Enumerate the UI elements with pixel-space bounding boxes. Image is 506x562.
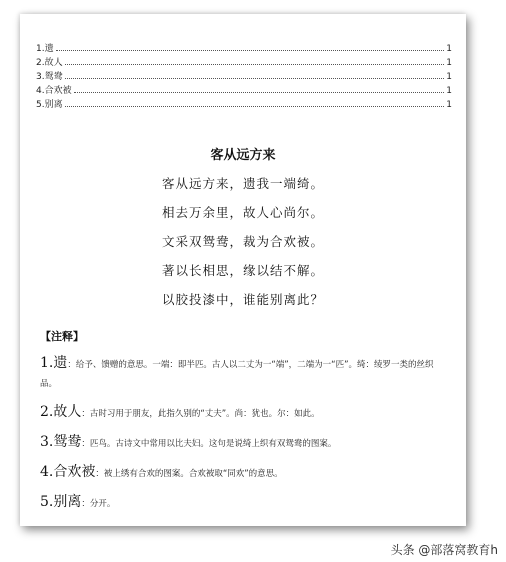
toc-entry[interactable] [36,96,452,110]
toc-entry-page: 1 [446,86,452,96]
document-page [20,14,466,526]
note-separator: ： [81,409,90,419]
toc-entry-page: 1 [446,58,452,68]
note-item [40,403,450,424]
note-item [40,493,450,514]
toc-entry-page: 1 [446,72,452,82]
note-body: 分开。 [89,499,116,509]
note-item [40,463,450,484]
note-term: 3.鸳鸯 [40,434,82,450]
note-body: 给予、馈赠的意思。一端：即半匹。古人以二丈为一“端”，二端为一“匹”。绮：绫罗一类的丝织品。 [40,360,434,389]
toc-entry[interactable] [36,82,452,96]
note-separator: ： [67,360,76,370]
toc-entry-label: 1.遗 [36,44,54,54]
toc-entry-label: 2.故人 [36,58,63,68]
toc-entry[interactable] [36,54,452,68]
note-item [40,354,450,394]
toc-entry-label: 5.别离 [36,100,63,110]
note-term: 5.别离 [40,494,82,510]
toc-entry-label: 3.鸳鸯 [36,72,63,82]
toc-leader-dots [65,64,445,65]
poem-line: 相去万余里，故人心尚尔。 [161,205,324,220]
note-separator: ： [81,439,90,449]
toc-leader-dots [65,78,445,79]
note-separator: ： [81,499,90,509]
note-term: 1.遗 [40,355,68,371]
toc-entry-page: 1 [446,44,452,54]
poem-line: 文采双鸳鸯，裁为合欢被。 [161,234,324,249]
note-body: 古时习用于朋友，此指久别的“丈夫”。尚：犹也。尔：如此。 [89,409,320,419]
toc-entry-label: 4.合欢被 [36,86,72,96]
notes-heading: 【注释】 [40,330,84,343]
toc-entry[interactable] [36,68,452,82]
notes-list [40,354,450,523]
poem-line: 客从远方来，遗我一端绮。 [161,176,324,191]
note-term: 4.合欢被 [40,464,96,480]
note-body: 被上绣有合欢的图案。合欢被取“同欢”的意思。 [103,469,283,479]
toc-entry-page: 1 [446,100,452,110]
watermark-text: 头条 @部落窝教育h [390,543,498,557]
poem-title: 客从远方来 [210,148,276,163]
poem-line: 著以长相思，缘以结不解。 [161,263,324,278]
toc-entry[interactable] [36,40,452,54]
toc-leader-dots [74,92,445,93]
toc-leader-dots [65,106,445,107]
poem-body [20,174,466,319]
note-term: 2.故人 [40,404,82,420]
note-separator: ： [95,469,104,479]
table-of-contents [36,40,452,110]
note-item [40,433,450,454]
toc-leader-dots [56,50,445,51]
poem-line: 以胶投漆中，谁能别离此？ [161,292,324,307]
note-body: 匹鸟。古诗文中常用以比夫妇。这句是说绮上织有双鸳鸯的图案。 [89,439,337,449]
